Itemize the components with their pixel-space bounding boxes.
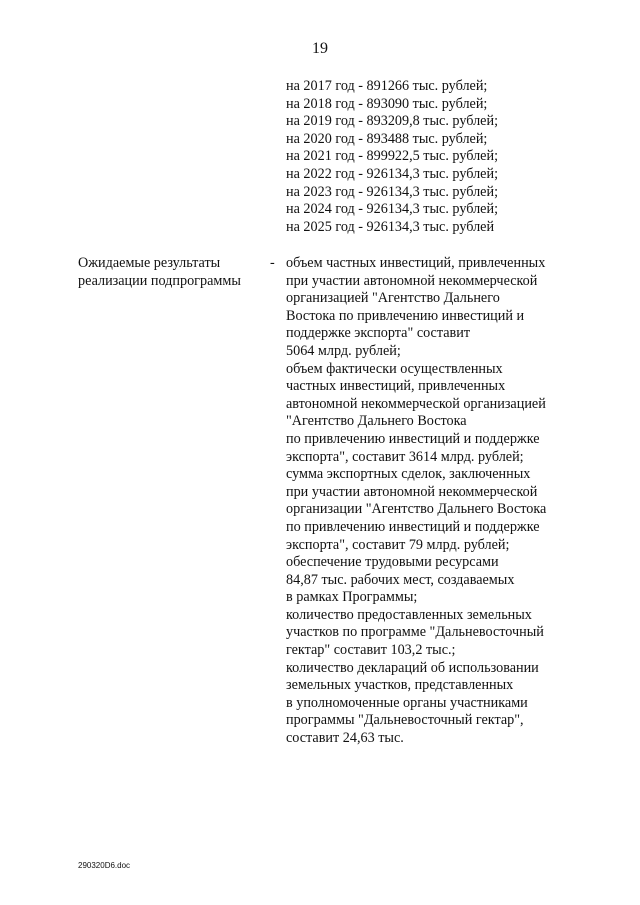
result-line: организацией "Агентство Дальнего — [286, 290, 500, 307]
result-line: по привлечению инвестиций и поддержке — [286, 518, 540, 535]
result-line: "Агентство Дальнего Востока — [286, 413, 467, 430]
result-line: гектар" составит 103,2 тыс.; — [286, 642, 456, 659]
result-line: по привлечению инвестиций и поддержке — [286, 430, 540, 447]
funding-line: на 2018 год - 893090 тыс. рублей; — [286, 95, 488, 112]
funding-line: на 2023 год - 926134,3 тыс. рублей; — [286, 183, 499, 200]
funding-line: на 2024 год - 926134,3 тыс. рублей; — [286, 201, 499, 218]
funding-line: на 2025 год - 926134,3 тыс. рублей — [286, 218, 495, 235]
result-line: 84,87 тыс. рабочих мест, создаваемых — [286, 571, 515, 588]
funding-line: на 2017 год - 891266 тыс. рублей; — [286, 78, 488, 94]
funding-line: на 2019 год - 893209,8 тыс. рублей; — [286, 113, 499, 130]
result-line: поддержке экспорта" составит — [286, 325, 471, 342]
funding-line: на 2022 год - 926134,3 тыс. рублей; — [286, 165, 499, 182]
results-label-line: реализации подпрограммы — [78, 272, 241, 289]
result-line: сумма экспортных сделок, заключенных — [286, 466, 531, 483]
result-line: в рамках Программы; — [286, 589, 418, 606]
result-line: экспорта", составит 3614 млрд. рублей; — [286, 448, 524, 465]
result-line: объем фактически осуществленных — [286, 360, 503, 377]
result-line: обеспечение трудовыми ресурсами — [286, 554, 499, 571]
result-line: автономной некоммерческой организацией — [286, 395, 546, 412]
result-line: в уполномоченные органы участниками — [286, 694, 528, 711]
result-line: составит 24,63 тыс. — [286, 730, 404, 747]
result-line: при участии автономной некоммерческой — [286, 483, 538, 500]
result-line: 5064 млрд. рублей; — [286, 342, 401, 359]
results-label — [78, 255, 258, 290]
result-line: участков по программе "Дальневосточный — [286, 624, 544, 641]
results-list — [286, 255, 586, 748]
result-line: при участии автономной некоммерческой — [286, 272, 538, 289]
funding-by-year-list — [286, 78, 586, 236]
result-line: программы "Дальневосточный гектар", — [286, 712, 524, 729]
result-line: Востока по привлечению инвестиций и — [286, 307, 525, 324]
results-label-line: Ожидаемые результаты — [78, 255, 221, 271]
result-line: частных инвестиций, привлеченных — [286, 378, 506, 395]
result-line: организации "Агентство Дальнего Востока — [286, 501, 547, 518]
result-line: земельных участков, представленных — [286, 677, 514, 694]
result-line: количество деклараций об использовании — [286, 659, 539, 676]
result-line: количество предоставленных земельных — [286, 606, 532, 623]
results-dash: - — [270, 255, 275, 271]
result-line: экспорта", составит 79 млрд. рублей; — [286, 536, 510, 553]
document-id: 290320D6.doc — [78, 861, 131, 870]
result-line: объем частных инвестиций, привлеченных — [286, 255, 546, 271]
funding-line: на 2021 год - 899922,5 тыс. рублей; — [286, 148, 499, 165]
page-number: 19 — [312, 40, 328, 57]
funding-line: на 2020 год - 893488 тыс. рублей; — [286, 130, 488, 147]
